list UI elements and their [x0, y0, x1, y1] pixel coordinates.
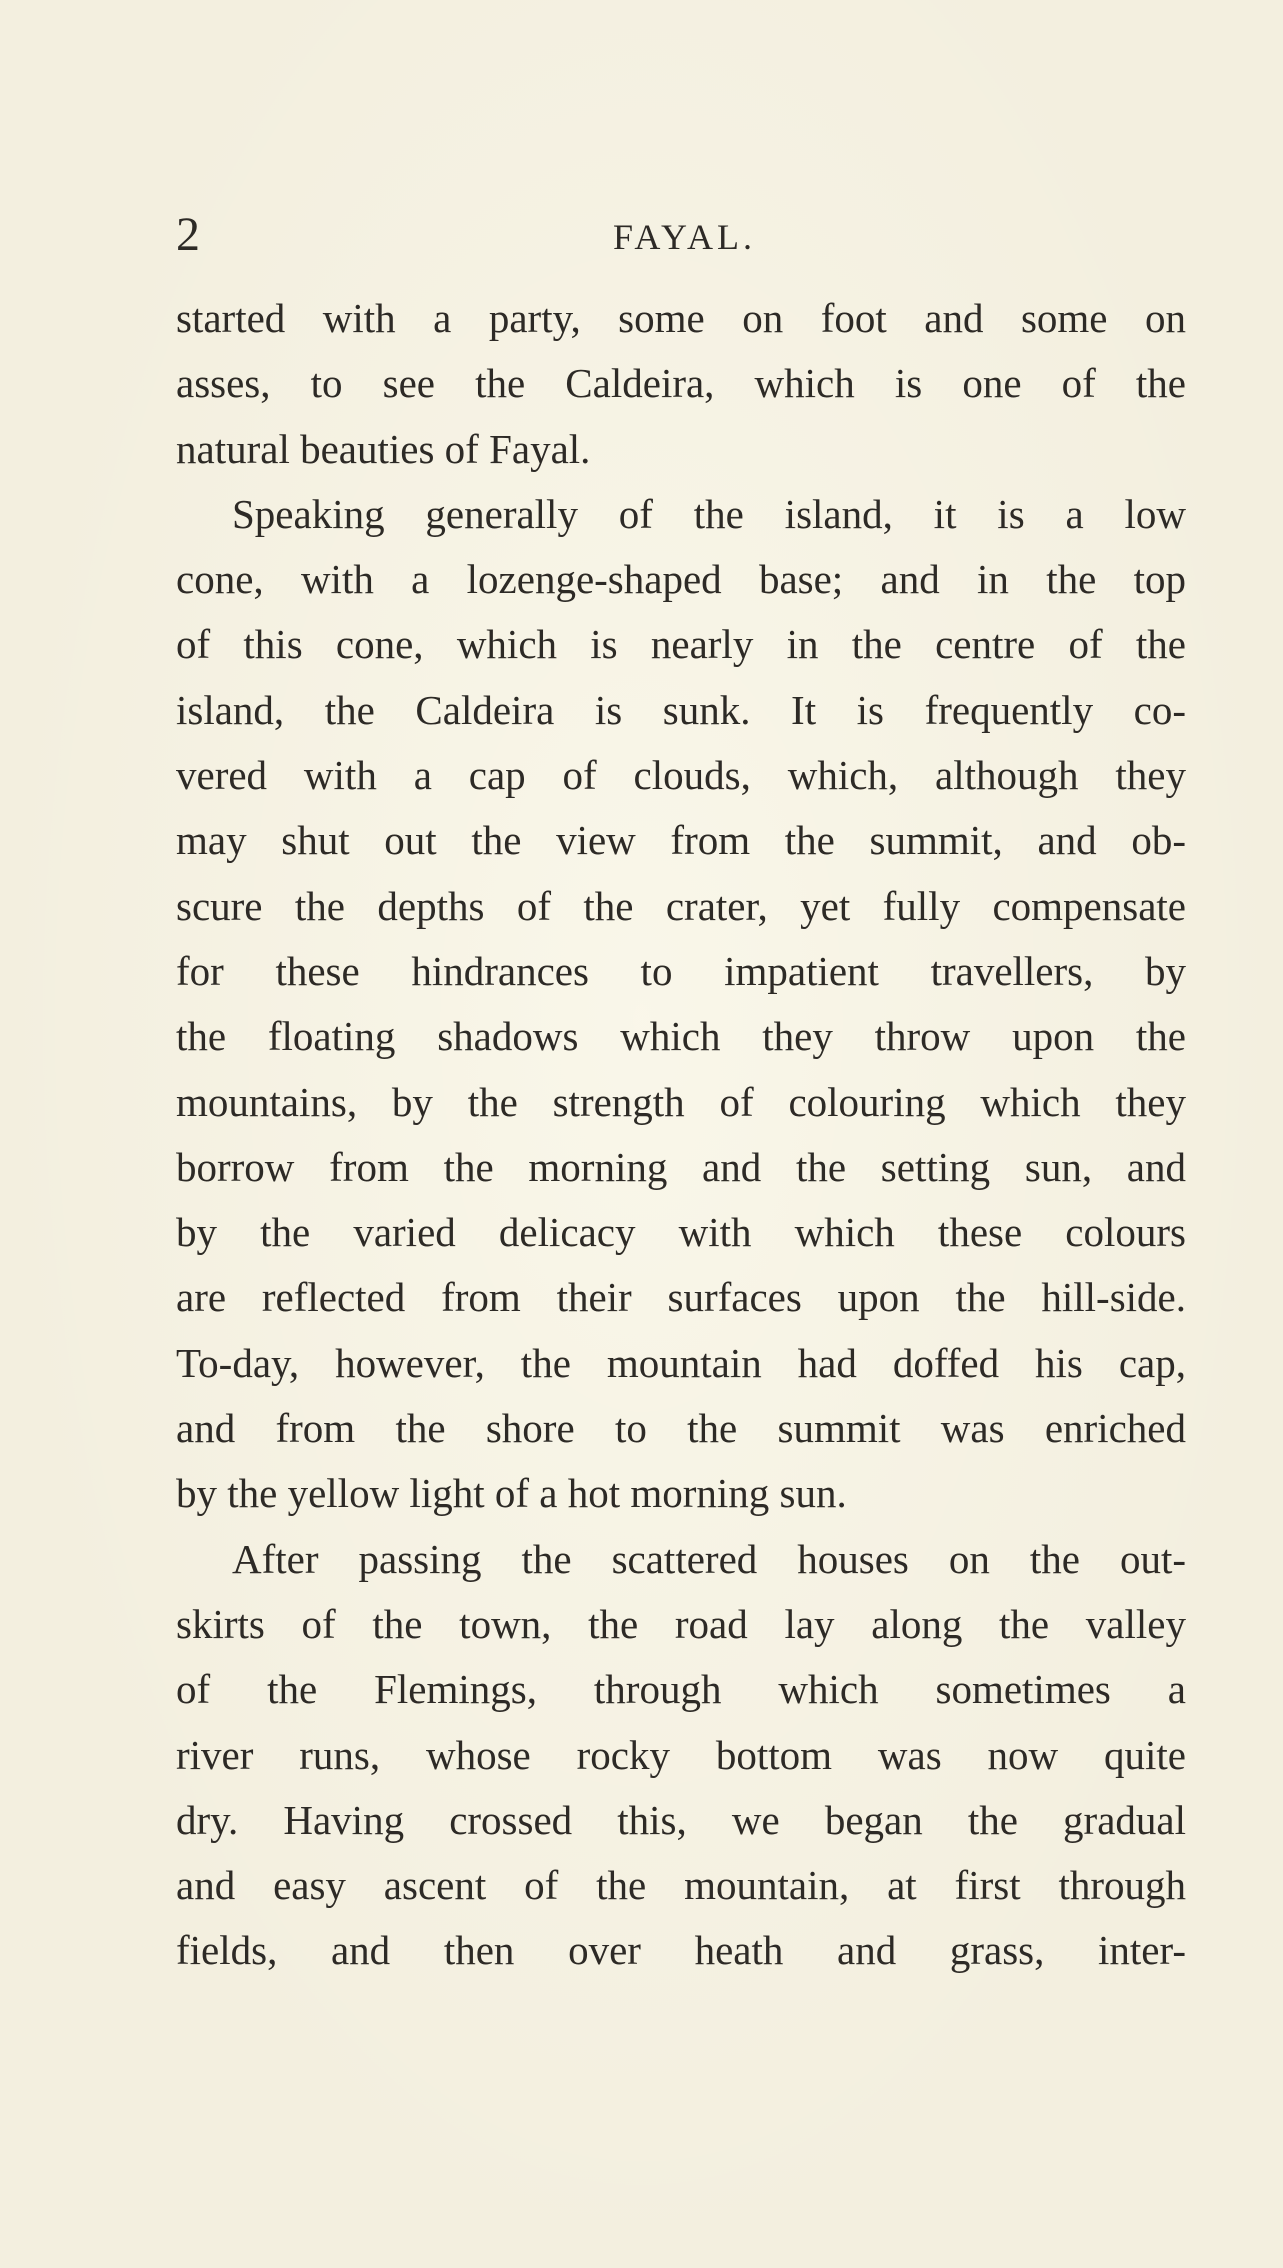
- text-line: by the varied delicacy with which these colours: [176, 1209, 1186, 1256]
- text-line: After passing the scattered houses on the out-: [232, 1535, 1186, 1582]
- text-line: started with a party, some on foot and some on: [176, 295, 1186, 341]
- text-line: by the yellow light of a hot morning sun.: [176, 1470, 847, 1517]
- text-line: and easy ascent of the mountain, at first through: [176, 1862, 1186, 1909]
- text-line: dry. Having crossed this, we began the gradual: [176, 1796, 1186, 1843]
- text-line: skirts of the town, the road lay along the valley: [176, 1600, 1186, 1647]
- text-line: natural beauties of Fayal.: [176, 425, 591, 472]
- text-line: and from the shore to the summit was enriched: [176, 1405, 1186, 1452]
- text-line: Speaking generally of the island, it is a low: [232, 490, 1186, 537]
- text-line: of this cone, which is nearly in the centre of the: [176, 621, 1186, 668]
- text-line: To-day, however, the mountain had doffed his cap,: [176, 1339, 1186, 1386]
- text-line: island, the Caldeira is sunk. It is frequently co-: [176, 686, 1186, 733]
- body-text: [176, 286, 1186, 1984]
- text-line: fields, and then over heath and grass, inter-: [176, 1927, 1186, 1974]
- text-line: borrow from the morning and the setting sun, and: [176, 1143, 1186, 1190]
- text-line: are reflected from their surfaces upon the hill-side.: [176, 1274, 1186, 1321]
- text-line: asses, to see the Caldeira, which is one of the: [176, 360, 1186, 407]
- text-line: vered with a cap of clouds, which, although they: [176, 752, 1186, 799]
- text-line: of the Flemings, through which sometimes a: [176, 1666, 1186, 1713]
- page-header: [176, 205, 1186, 265]
- running-head: FAYAL.: [613, 217, 757, 257]
- text-line: cone, with a lozenge-shaped base; and in the top: [176, 556, 1186, 603]
- text-line: may shut out the view from the summit, and ob-: [176, 817, 1186, 864]
- text-line: for these hindrances to impatient travellers, by: [176, 947, 1186, 994]
- text-line: river runs, whose rocky bottom was now quite: [176, 1731, 1186, 1778]
- text-line: mountains, by the strength of colouring which they: [176, 1078, 1186, 1125]
- text-line: the floating shadows which they throw upon the: [176, 1013, 1186, 1060]
- text-line: scure the depths of the crater, yet fully compensate: [176, 882, 1186, 929]
- page-number: 2: [176, 208, 200, 261]
